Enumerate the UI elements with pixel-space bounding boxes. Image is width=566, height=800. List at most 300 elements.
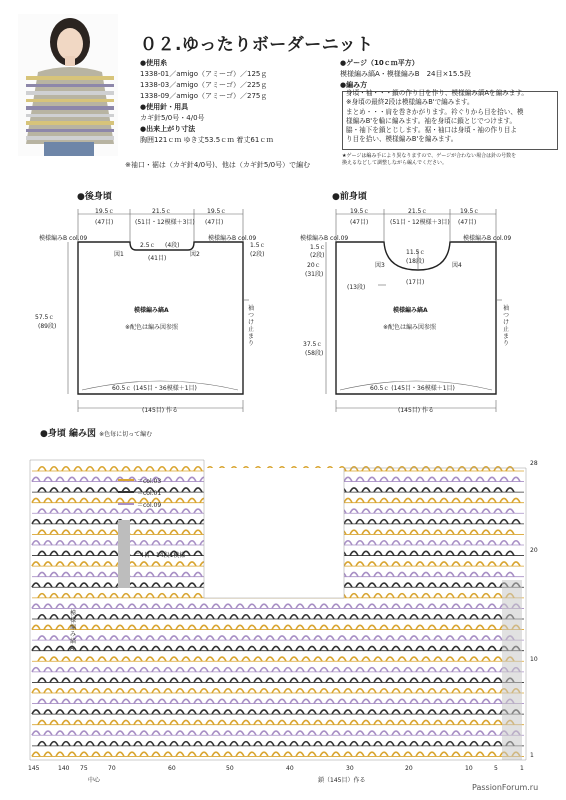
stitch-shell <box>398 615 406 619</box>
stitch-shell <box>146 594 154 598</box>
stitch-shell <box>38 678 46 682</box>
stitch-shell <box>152 646 160 650</box>
stitch-shell <box>182 678 190 682</box>
stitch-shell <box>392 604 400 608</box>
stitch-shell <box>350 636 358 640</box>
front-dim-left: 19.5ｃ <box>350 208 370 215</box>
stitch-shell <box>278 615 286 619</box>
stitch-shell <box>158 615 166 619</box>
stitch-shell <box>122 742 130 746</box>
stitch-shell <box>188 477 196 481</box>
stitch-shell <box>32 752 40 756</box>
stitch-shell <box>236 731 244 735</box>
legend-item <box>118 498 161 510</box>
stitch-shell <box>200 710 208 714</box>
stitch-shell <box>386 636 394 640</box>
stitch-shell <box>260 625 268 629</box>
front-heading: ●前身頃 <box>332 192 367 202</box>
size-heading: ●出来上がり寸法 <box>140 125 196 133</box>
stitch-shell <box>284 646 292 650</box>
stitch-shell <box>218 615 226 619</box>
stitch-shell <box>476 646 484 650</box>
stitch-shell <box>512 541 520 545</box>
stitch-shell <box>368 668 376 672</box>
stitch-shell <box>392 583 400 587</box>
stitch-shell <box>362 467 370 471</box>
stitch-shell <box>338 678 346 682</box>
stitch-shell <box>152 710 160 714</box>
stitch-shell <box>350 742 358 746</box>
stitch-shell <box>230 657 238 661</box>
tools-text: カギ針5/0号・4/0号 <box>140 114 205 122</box>
stitch-shell <box>80 520 88 524</box>
stitch-shell <box>488 520 496 524</box>
stitch-shell <box>284 689 292 693</box>
stitch-shell <box>62 551 70 555</box>
stitch-shell <box>158 678 166 682</box>
stitch-shell <box>164 731 172 735</box>
stitch-shell <box>410 509 418 513</box>
stitch-shell <box>386 699 394 703</box>
stitch-shell <box>32 710 40 714</box>
stitch-shell <box>164 710 172 714</box>
stitch-shell <box>194 615 202 619</box>
stitch-shell <box>38 720 46 724</box>
stitch-shell <box>296 689 304 693</box>
repeat-legend-swatch <box>118 520 130 588</box>
stitch-shell <box>500 562 508 566</box>
stitch-shell <box>386 551 394 555</box>
stitch-shell <box>446 530 454 534</box>
stitch-shell <box>134 572 142 576</box>
chart-side-label: 模様編み縞A <box>70 610 77 652</box>
stitch-shell <box>482 720 490 724</box>
stitch-shell <box>452 668 460 672</box>
stitch-shell <box>152 562 160 566</box>
stitch-shell <box>80 646 88 650</box>
stitch-shell <box>500 498 508 502</box>
stitch-shell <box>368 477 376 481</box>
stitch-shell <box>344 541 352 545</box>
stitch-shell <box>128 604 136 608</box>
stitch-shell <box>494 467 502 471</box>
stitch-shell <box>62 488 70 492</box>
stitch-shell <box>374 742 382 746</box>
stitch-shell <box>410 742 418 746</box>
stitch-shell <box>248 710 256 714</box>
stitch-shell <box>494 720 502 724</box>
stitch-shell <box>242 699 250 703</box>
front-fig4: 図4 <box>452 262 462 269</box>
stitch-shell <box>482 572 490 576</box>
stitch-shell <box>218 636 226 640</box>
stitch-shell <box>38 551 46 555</box>
stitch-shell <box>374 594 382 598</box>
stitch-shell <box>284 752 292 756</box>
stitch-shell <box>194 657 202 661</box>
col-number: 70 <box>108 765 116 772</box>
stitch-shell <box>476 731 484 735</box>
stitch-shell <box>428 752 436 756</box>
stitch-shell <box>224 689 232 693</box>
stitch-shell <box>374 551 382 555</box>
stitch-shell <box>122 594 130 598</box>
stitch-shell <box>350 509 358 513</box>
stitch-shell <box>314 657 322 661</box>
stitch-shell <box>488 583 496 587</box>
stitch-shell <box>416 689 424 693</box>
stitch-shell <box>422 467 430 471</box>
stitch-shell <box>404 668 412 672</box>
stitch-shell <box>344 520 352 524</box>
method-line: ※身頃の最終2段は模様編みB'で編みます。 <box>346 98 474 107</box>
stitch-shell <box>476 477 484 481</box>
stitch-shell <box>416 604 424 608</box>
stitch-shell <box>152 752 160 756</box>
stitch-shell <box>386 509 394 513</box>
stitch-shell <box>470 699 478 703</box>
stitch-shell <box>32 541 40 545</box>
stitch-shell <box>56 752 64 756</box>
stitch-shell <box>416 562 424 566</box>
stitch-shell <box>260 668 268 672</box>
stitch-shell <box>62 742 70 746</box>
stitch-shell <box>476 520 484 524</box>
stitch-shell <box>146 699 154 703</box>
stitch-shell <box>356 562 364 566</box>
stitch-shell <box>314 720 322 724</box>
stitch-shell <box>464 562 472 566</box>
stitch-shell <box>482 467 490 471</box>
stitch-shell <box>38 657 46 661</box>
stitch-shell <box>104 583 112 587</box>
stitch-shell <box>386 530 394 534</box>
stitch-shell <box>134 636 142 640</box>
stitch-shell <box>32 668 40 672</box>
back-heading: ●後身頃 <box>77 192 112 202</box>
back-st-right: (47目) <box>205 219 224 226</box>
front-st-right: (47目) <box>458 219 477 226</box>
stitch-shell <box>188 604 196 608</box>
stitch-shell <box>440 562 448 566</box>
stitch-shell <box>200 731 208 735</box>
stitch-shell <box>212 604 220 608</box>
stitch-shell <box>92 583 100 587</box>
stitch-shell <box>356 583 364 587</box>
stitch-shell <box>44 477 52 481</box>
stitch-shell <box>440 668 448 672</box>
front-armhole-rows: (13段) <box>347 284 366 291</box>
stitch-shell <box>368 520 376 524</box>
stitch-shell <box>56 689 64 693</box>
stitch-shell <box>158 657 166 661</box>
back-dim-left: 19.5ｃ <box>95 208 115 215</box>
stitch-shell <box>188 689 196 693</box>
stitch-shell <box>110 572 118 576</box>
stitch-shell <box>440 689 448 693</box>
page-title: ０２.ゆったりボーダーニット <box>140 35 374 55</box>
stitch-shell <box>338 742 346 746</box>
stitch-shell <box>218 720 226 724</box>
stitch-shell <box>44 731 52 735</box>
stitch-shell <box>188 541 196 545</box>
stitch-shell <box>176 710 184 714</box>
stitch-shell <box>296 646 304 650</box>
stitch-shell <box>476 625 484 629</box>
stitch-shell <box>50 572 58 576</box>
stitch-shell <box>182 530 190 534</box>
stitch-shell <box>296 604 304 608</box>
stitch-shell <box>134 720 142 724</box>
center-label: 中心 <box>88 777 101 784</box>
stitch-shell <box>152 604 160 608</box>
stitch-shell <box>188 731 196 735</box>
stitch-shell <box>182 657 190 661</box>
stitch-shell <box>56 583 64 587</box>
stitch-shell <box>446 572 454 576</box>
stitch-shell <box>134 594 142 598</box>
front-neck-depth: 11.5ｃ <box>406 249 426 256</box>
stitch-shell <box>434 509 442 513</box>
stitch-shell <box>182 720 190 724</box>
stitch-shell <box>56 731 64 735</box>
stitch-shell <box>380 562 388 566</box>
stitch-shell <box>362 720 370 724</box>
stitch-shell <box>434 742 442 746</box>
stitch-shell <box>170 699 178 703</box>
stitch-shell <box>494 530 502 534</box>
method-line: 身頃・袖・・・鎖の作り目を作り、模様編み縞Aを編みます。 <box>346 89 529 97</box>
stitch-shell <box>404 689 412 693</box>
stitch-shell <box>350 657 358 661</box>
stitch-shell <box>338 657 346 661</box>
stitch-shell <box>464 604 472 608</box>
stitch-shell <box>446 720 454 724</box>
back-neck-rows: (4段) <box>165 242 180 249</box>
back-pattern-b-left: 模様編みB col.09 <box>39 235 88 242</box>
stitch-shell <box>458 509 466 513</box>
stitch-shell <box>230 699 238 703</box>
stitch-shell <box>110 551 118 555</box>
stitch-shell <box>428 583 436 587</box>
stitch-shell <box>32 562 40 566</box>
stitch-shell <box>296 625 304 629</box>
stitch-shell <box>350 699 358 703</box>
stitch-shell <box>494 657 502 661</box>
stitch-shell <box>158 636 166 640</box>
stitch-shell <box>512 520 520 524</box>
stitch-shell <box>284 710 292 714</box>
stitch-shell <box>422 678 430 682</box>
row-number: 20 <box>530 547 538 554</box>
stitch-shell <box>284 604 292 608</box>
stitch-shell <box>200 689 208 693</box>
stitch-shell <box>200 625 208 629</box>
stitch-shell <box>182 594 190 598</box>
stitch-shell <box>128 731 136 735</box>
legend-item <box>118 486 161 498</box>
stitch-shell <box>74 720 82 724</box>
stitch-shell <box>86 699 94 703</box>
stitch-shell <box>86 551 94 555</box>
stitch-shell <box>218 742 226 746</box>
back-rows-top-count: (2段) <box>250 251 265 258</box>
row-number: 28 <box>530 460 538 467</box>
stitch-shell <box>164 562 172 566</box>
stitch-shell <box>260 604 268 608</box>
stitch-shell <box>104 562 112 566</box>
stitch-shell <box>206 615 214 619</box>
stitch-shell <box>224 668 232 672</box>
stitch-shell <box>278 699 286 703</box>
stitch-shell <box>494 636 502 640</box>
stitch-shell <box>260 710 268 714</box>
stitch-shell <box>164 520 172 524</box>
stitch-shell <box>410 572 418 576</box>
stitch-shell <box>158 742 166 746</box>
stitch-shell <box>440 520 448 524</box>
stitch-shell <box>266 657 274 661</box>
stitch-shell <box>428 668 436 672</box>
stitch-shell <box>104 731 112 735</box>
stitch-shell <box>248 731 256 735</box>
stitch-shell <box>50 720 58 724</box>
stitch-shell <box>44 710 52 714</box>
stitch-shell <box>476 541 484 545</box>
legend-label: ＝col.03 <box>137 477 162 485</box>
stitch-shell <box>416 541 424 545</box>
stitch-shell <box>476 562 484 566</box>
front-pattern-a: 模様編み縞A <box>393 307 428 314</box>
stitch-shell <box>338 699 346 703</box>
front-pattern-b-left: 模様編みB col.09 <box>300 235 349 242</box>
stitch-shell <box>56 541 64 545</box>
stitch-shell <box>152 731 160 735</box>
stitch-shell <box>434 699 442 703</box>
front-fig3: 図3 <box>375 262 385 269</box>
stitch-shell <box>122 720 130 724</box>
stitch-shell <box>266 615 274 619</box>
stitch-shell <box>32 731 40 735</box>
stitch-shell <box>74 509 82 513</box>
stitch-shell <box>68 583 76 587</box>
stitch-shell <box>422 530 430 534</box>
stitch-shell <box>182 699 190 703</box>
stitch-shell <box>362 678 370 682</box>
stitch-shell <box>86 594 94 598</box>
stitch-shell <box>242 636 250 640</box>
stitch-shell <box>440 646 448 650</box>
stitch-shell <box>44 562 52 566</box>
stitch-shell <box>452 498 460 502</box>
stitch-shell <box>434 636 442 640</box>
stitch-shell <box>416 498 424 502</box>
stitch-shell <box>434 615 442 619</box>
stitch-shell <box>92 668 100 672</box>
stitch-shell <box>212 646 220 650</box>
stitch-shell <box>224 625 232 629</box>
stitch-shell <box>308 604 316 608</box>
stitch-shell <box>296 668 304 672</box>
stitch-shell <box>98 551 106 555</box>
stitch-shell <box>350 530 358 534</box>
stitch-shell <box>410 594 418 598</box>
stitch-shell <box>62 699 70 703</box>
stitch-shell <box>488 710 496 714</box>
stitch-shell <box>140 604 148 608</box>
stitch-shell <box>380 731 388 735</box>
yarn-heading: ●使用糸 <box>140 59 168 67</box>
stitch-shell <box>458 594 466 598</box>
stitch-shell <box>404 604 412 608</box>
stitch-shell <box>392 477 400 481</box>
stitch-shell <box>446 699 454 703</box>
stitch-shell <box>50 636 58 640</box>
stitch-shell <box>374 720 382 724</box>
stitch-shell <box>110 699 118 703</box>
stitch-shell <box>194 678 202 682</box>
stitch-shell <box>242 615 250 619</box>
back-sleeve-mark: 袖つけ止まり <box>248 305 255 347</box>
stitch-shell <box>86 530 94 534</box>
stitch-shell <box>224 604 232 608</box>
stitch-shell <box>116 731 124 735</box>
stitch-shell <box>464 583 472 587</box>
stitch-shell <box>80 731 88 735</box>
stitch-shell <box>500 520 508 524</box>
gauge-note-line: ★ゲージは編み手により異なりますので、ゲージが合わない場合は針の号数を <box>342 153 517 159</box>
back-cast-on: (145目) 作る <box>142 407 179 414</box>
stitch-shell <box>98 699 106 703</box>
stitch-shell <box>194 720 202 724</box>
yarn-line: 1338-03／amigo（アミーゴ）／225ｇ <box>140 81 268 89</box>
stitch-shell <box>332 710 340 714</box>
stitch-shell <box>92 520 100 524</box>
stitch-shell <box>314 678 322 682</box>
stitch-shell <box>452 477 460 481</box>
stitch-shell <box>182 488 190 492</box>
stitch-shell <box>350 572 358 576</box>
stitch-shell <box>104 604 112 608</box>
stitch-shell <box>146 678 154 682</box>
stitch-shell <box>488 625 496 629</box>
stitch-shell <box>146 657 154 661</box>
stitch-shell <box>464 752 472 756</box>
stitch-shell <box>362 742 370 746</box>
stitch-shell <box>206 678 214 682</box>
stitch-shell <box>404 562 412 566</box>
stitch-shell <box>278 636 286 640</box>
stitch-shell <box>104 689 112 693</box>
stitch-shell <box>404 498 412 502</box>
stitch-shell <box>38 594 46 598</box>
stitch-shell <box>482 742 490 746</box>
stitch-shell <box>494 551 502 555</box>
stitch-shell <box>146 742 154 746</box>
stitch-shell <box>116 710 124 714</box>
stitch-shell <box>170 467 178 471</box>
stitch-shell <box>338 636 346 640</box>
back-pattern-b-right: 模様編みB col.09 <box>208 235 257 242</box>
stitch-shell <box>32 604 40 608</box>
stitch-shell <box>422 720 430 724</box>
stitch-shell <box>416 625 424 629</box>
stitch-shell <box>452 541 460 545</box>
stitch-shell <box>386 615 394 619</box>
stitch-shell <box>398 657 406 661</box>
back-fig1: 図1 <box>114 251 124 258</box>
stitch-shell <box>230 720 238 724</box>
